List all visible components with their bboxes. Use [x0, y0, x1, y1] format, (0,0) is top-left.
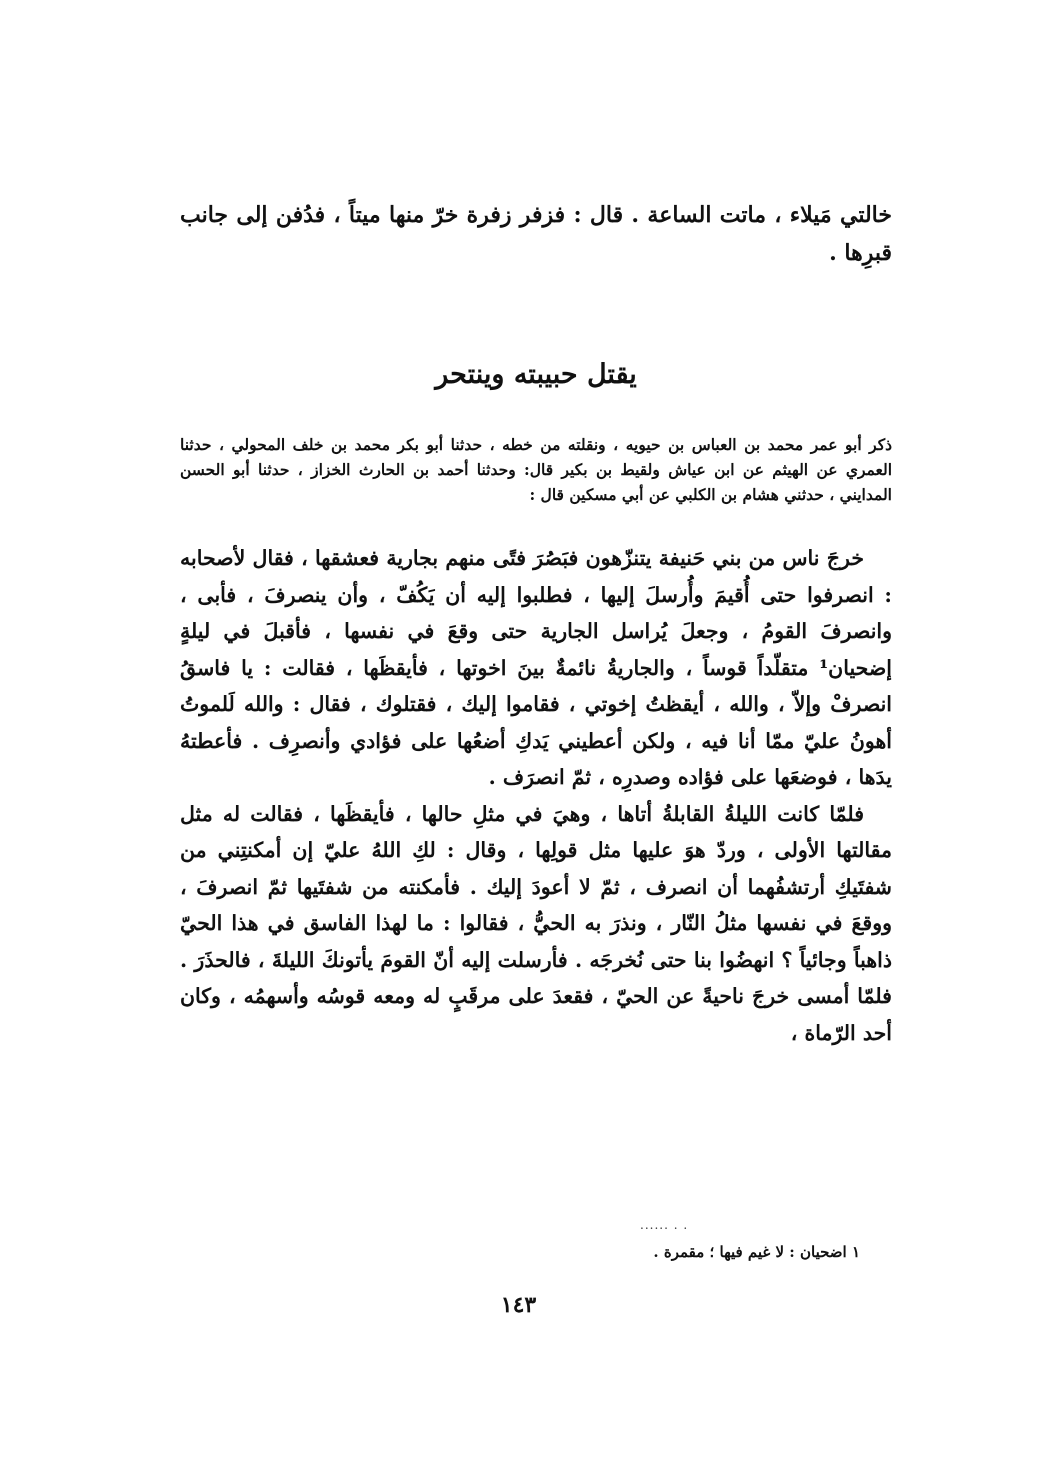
- footnote: ١ اضحيان : لا غيم فيها ؛ مقمرة .: [653, 1243, 860, 1261]
- story-paragraph-2: فلمّا كانت الليلةُ القابلةُ أتاها ، وهيَ في مثلِ حالها ، فأيقظَها ، فقالت له مثل مقالتها الأولى ، وردّ هوَ عليها مثل قولِها ، وقال : لكِ اللهُ عليّ إن أمكنتِني من شفتَيكِ أرتشفُهما أن انصرف ، ثمّ لا أعودَ إليك . فأمكنته من شفتَيها ثمّ انصرفَ ، ووقعَ في نفسها مثلُ النّار ، ونذرَ به الحيُّ ، فقالوا : ما لهذا الفاسق في هذا الحيّ ذاهباً وجائياً ؟ انهضُوا بنا حتى نُخرجَه . فأرسلت إليه أنّ القومَ يأتونكَ الليلةَ ، فالحذَرَ . فلمّا أمسى خرجَ ناحيةً عن الحيّ ، فقعدَ على مرقَبٍ له ومعه قوسُه وأسهمُه ، وكان أحد الرّماة ،: [180, 801, 892, 1045]
- story-paragraph-1: خرجَ ناس من بني حَنيفة يتنزّهون فبَصُرَ فتًى منهم بجارية فعشقها ، فقال لأصحابه : انصرفوا حتى أُقيمَ وأُرسلَ إليها ، فطلبوا إليه أن يَكُفّ ، وأن ينصرفَ ، فأبى ، وانصرفَ القومُ ، وجعلَ يُراسل الجارية حتى وقعَ في نفسها ، فأقبلَ في ليلةٍ إضحيان¹ متقلّداً قوساً ، والجاريةُ نائمةٌ بينَ اخوتها ، فأيقظَها ، فقالت : يا فاسقُ انصرفْ وإلاّ ، والله ، أيقظتُ إخوتي ، فقاموا إليك ، فقتلوك ، فقال : والله لَلموتُ أهونُ عليّ ممّا أنا فيه ، ولكن أعطيني يَدكِ أضعُها على فؤادي وأنصرِف . فأعطتهُ يدَها ، فوضعَها على فؤاده وصدرِه ، ثمّ انصرَف .: [180, 546, 892, 789]
- footnote-separator: ...... . .: [640, 1218, 689, 1232]
- chain-of-narration: ذكر أبو عمر محمد بن العباس بن حيويه ، ونقلته من خطه ، حدثنا أبو بكر محمد بن خلف المحولي ، حدثنا العمري عن الهيثم عن ابن عياش ولقيط بن بكير قال: وحدثنا أحمد بن الحارث الخزاز ، حدثنا أبو الحسن المدايني ، حدثني هشام بن الكلبي عن أبي مسكين قال :: [180, 435, 892, 504]
- page-number: ١٤٣: [500, 1292, 537, 1318]
- section-title: يقتل حبيبته وينتحر: [435, 359, 637, 390]
- intro-paragraph: خالتي مَيلاء ، ماتت الساعة . قال : فزفر زفرة خرّ منها ميتاً ، فدُفن إلى جانب قبرِها .: [180, 202, 892, 266]
- story-body: [180, 540, 892, 1051]
